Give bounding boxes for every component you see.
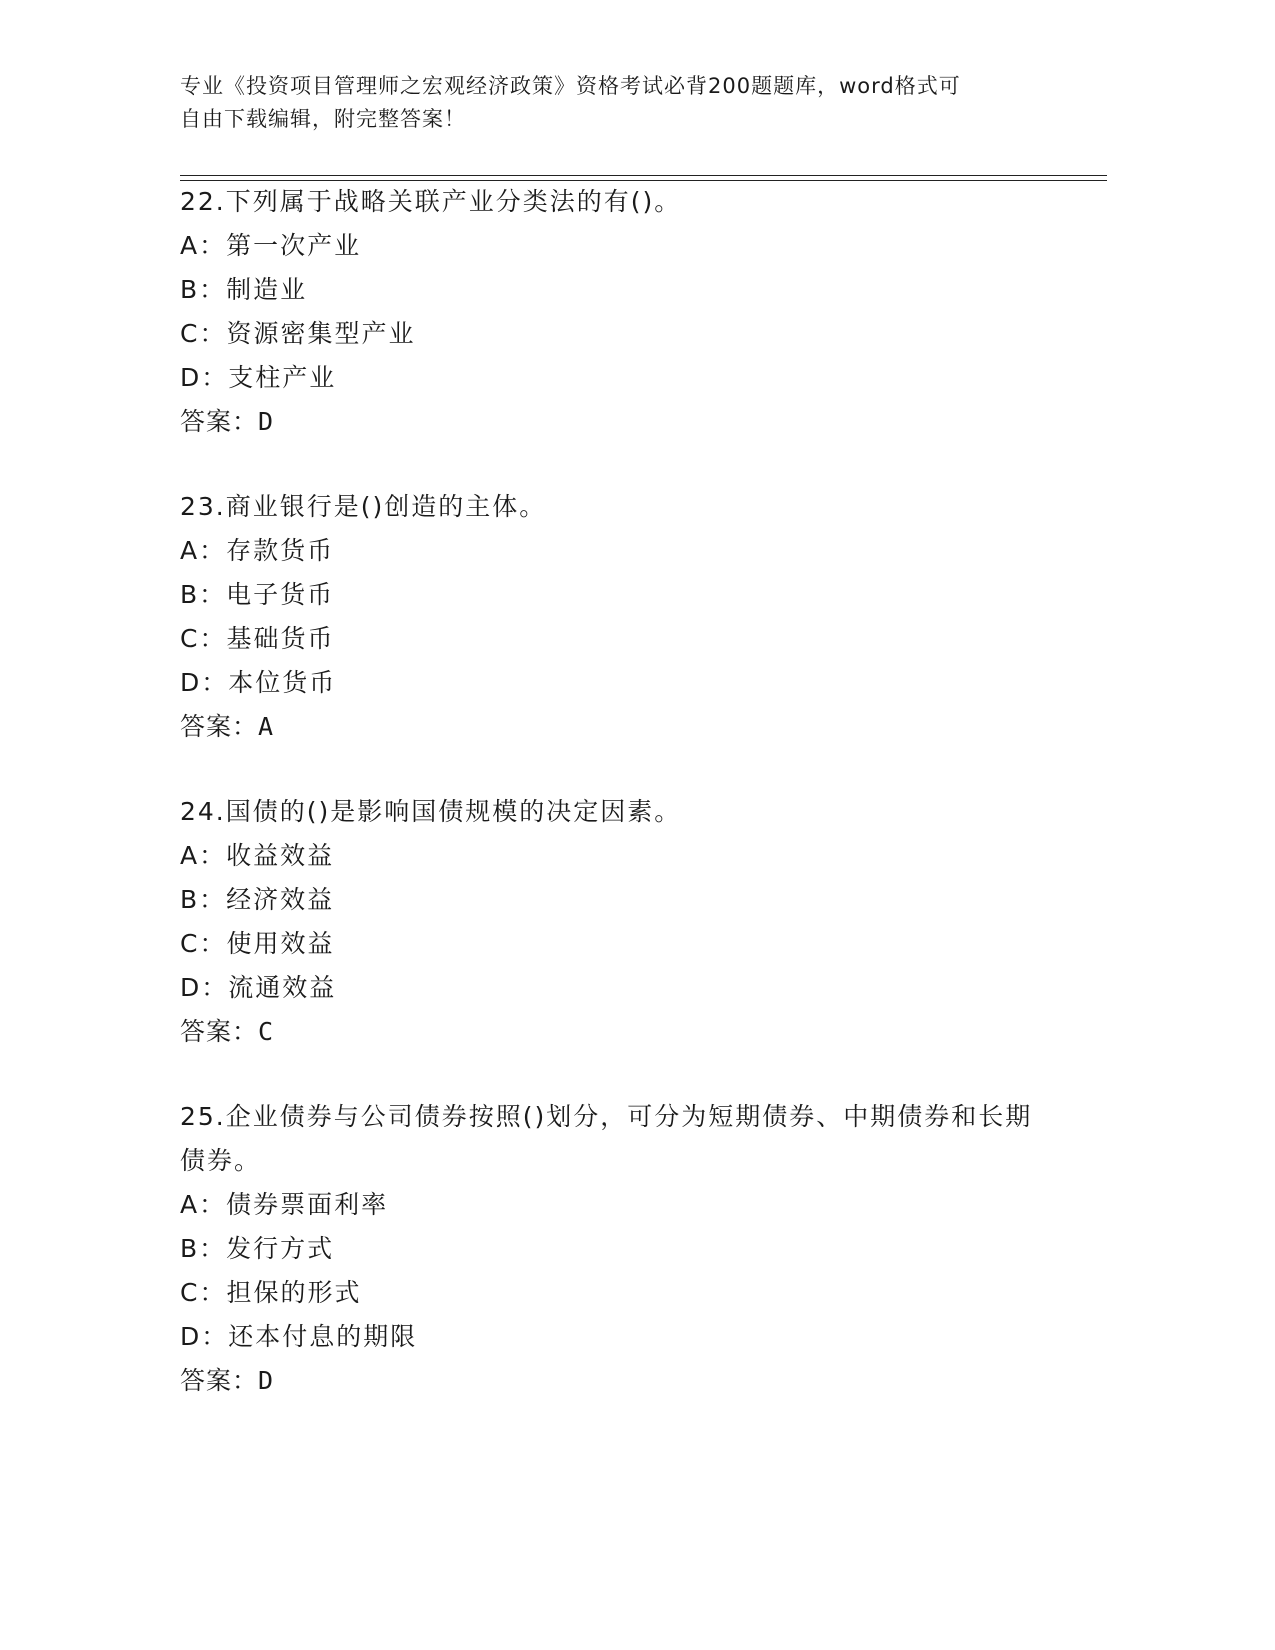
option-b: B：电子货币 bbox=[180, 580, 335, 609]
option-d: D：支柱产业 bbox=[180, 363, 337, 392]
option-b: B：经济效益 bbox=[180, 885, 335, 914]
answer-value: D bbox=[258, 407, 274, 436]
question-24 bbox=[180, 790, 1040, 1054]
option-a: A：第一次产业 bbox=[180, 231, 362, 260]
question-stem: 25.企业债券与公司债券按照()划分，可分为短期债券、中期债券和长期债券。 bbox=[180, 1102, 1033, 1175]
option-c: C：资源密集型产业 bbox=[180, 319, 416, 348]
option-c: C：担保的形式 bbox=[180, 1278, 362, 1307]
option-a: A：债券票面利率 bbox=[180, 1190, 389, 1219]
option-d: D：还本付息的期限 bbox=[180, 1322, 418, 1351]
option-b: B：发行方式 bbox=[180, 1234, 335, 1263]
answer-line bbox=[180, 705, 1040, 749]
answer-line bbox=[180, 1010, 1040, 1054]
answer-value: A bbox=[258, 712, 274, 741]
option-c: C：基础货币 bbox=[180, 624, 335, 653]
question-stem: 23.商业银行是()创造的主体。 bbox=[180, 492, 547, 521]
option-d: D：本位货币 bbox=[180, 668, 337, 697]
header-line-1: 专业《投资项目管理师之宏观经济政策》资格考试必背200题题库，word格式可 bbox=[180, 74, 961, 98]
question-stem: 24.国债的()是影响国债规模的决定因素。 bbox=[180, 797, 682, 826]
option-a: A：存款货币 bbox=[180, 536, 335, 565]
answer-value: D bbox=[258, 1366, 274, 1395]
option-b: B：制造业 bbox=[180, 275, 308, 304]
question-23 bbox=[180, 485, 1040, 749]
option-d: D：流通效益 bbox=[180, 973, 337, 1002]
answer-label: 答案： bbox=[180, 407, 259, 436]
option-c: C：使用效益 bbox=[180, 929, 335, 958]
answer-line bbox=[180, 1359, 1040, 1403]
answer-line bbox=[180, 400, 1040, 444]
document-header bbox=[180, 70, 1040, 136]
header-line-2: 自由下载编辑，附完整答案！ bbox=[180, 107, 466, 131]
question-22 bbox=[180, 180, 1040, 444]
answer-label: 答案： bbox=[180, 712, 259, 741]
header-divider-top bbox=[180, 175, 1107, 176]
answer-label: 答案： bbox=[180, 1017, 259, 1046]
question-stem: 22.下列属于战略关联产业分类法的有()。 bbox=[180, 187, 682, 216]
question-25 bbox=[180, 1095, 1040, 1403]
answer-label: 答案： bbox=[180, 1366, 259, 1395]
answer-value: C bbox=[258, 1017, 274, 1046]
option-a: A：收益效益 bbox=[180, 841, 335, 870]
